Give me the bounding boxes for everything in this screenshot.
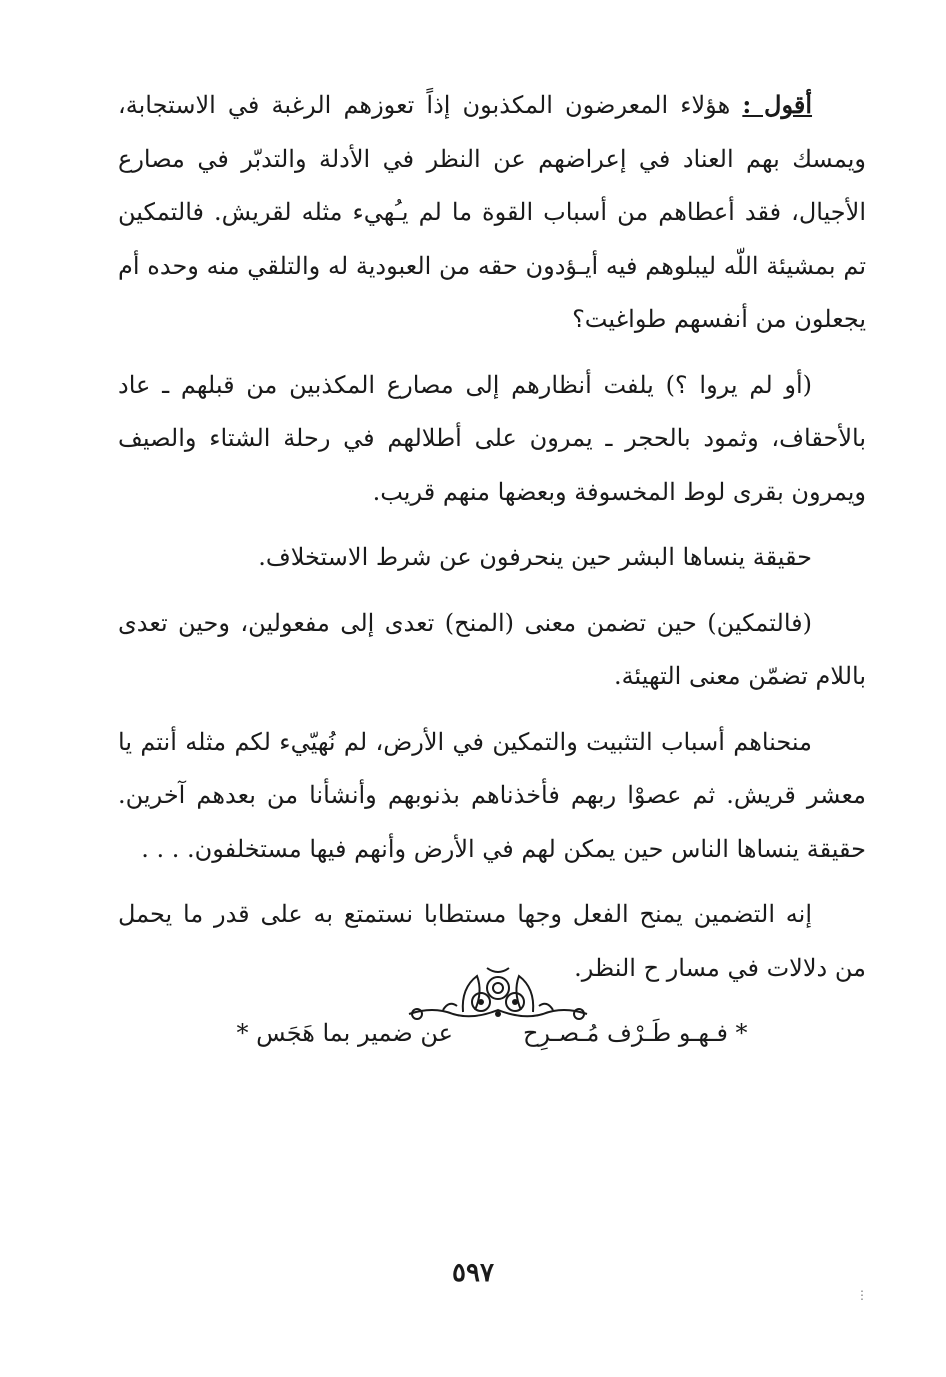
paragraph-1	[118, 78, 866, 347]
paragraph-6: إنه التضمين يمنح الفعل وجها مستطابا نستمتع به على قدر ما يحمل من دلالات في مسار ح النظر.	[118, 900, 866, 982]
page-body	[118, 78, 866, 1061]
paragraph-1-text: هؤلاء المعرضون المكذبون إذاً تعوزهم الرغبة في الاستجابة، ويمسك بهم العناد في إعراضهم عن النظر في الأدلة والتدبّر في مصارع الأجيال، فقد أعطاهم من أسباب القوة ما لم يـُهيء مثله لقريش. فالتمكين تم بمشيئة اللّه ليبلوهم فيه أيـؤدون حقه من العبودية له والتلقي منه وحده أم يجعلون من أنفسهم طواغيت؟	[118, 91, 867, 333]
page-number: ٥٩٧	[452, 1258, 494, 1288]
lead-word: أقول :	[742, 90, 813, 119]
paragraph-3: حقيقة ينساها البشر حين ينحرفون عن شرط الاستخلاف.	[258, 543, 812, 571]
paragraph-2: (أو لم يروا ؟) يلفت أنظارهم إلى مصارع المكذبين من قبلهم ـ عاد بالأحقاف، وثمود بالحجر ـ يمرون على أطلالهم في رحلة الشتاء والصيف ويمرون بقرى لوط المخسوفة وبعضها منهم قريب.	[118, 370, 866, 506]
floral-ornament-icon	[403, 962, 593, 1028]
margin-mark: ⋮	[856, 1288, 868, 1302]
verse-second-hemistich: عن ضمير بما هَجَس *	[236, 1019, 453, 1047]
verse-first-hemistich: * فـهـو طَـرْف مُـصـرِح	[522, 1019, 748, 1047]
paragraph-4: (فالتمكين) حين تضمن معنى (المنح) تعدى إلى مفعولين، وحين تعدى باللام تضمّن معنى التهيئة.	[118, 608, 866, 690]
paragraph-5: منحناهم أسباب التثبيت والتمكين في الأرض، لم نُهيّيء لكم مثله أنتم يا معشر قريش. ثم عصوْا ربهم فأخذناهم بذنوبهم وأنشأنا من بعدهم آخرين. حقيقة ينساها الناس حين يمكن لهم في الأرض وأنهم فيها مستخلفون. . . .	[118, 727, 866, 863]
